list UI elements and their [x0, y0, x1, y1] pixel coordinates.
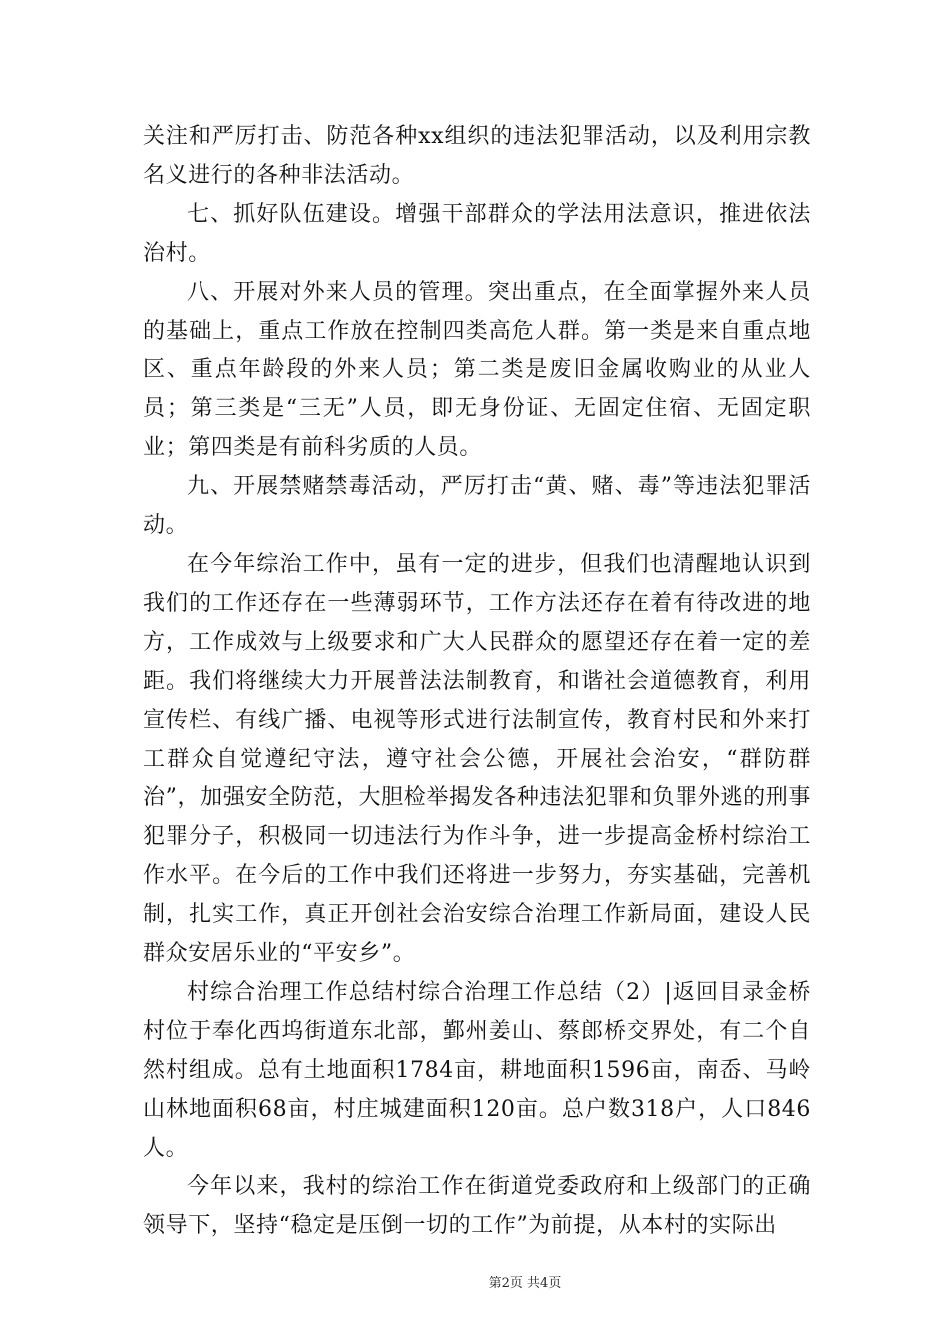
paragraph-4: 九、开展禁赌禁毒活动，严厉打击“黄、赌、毒”等违法犯罪活动。 — [143, 474, 811, 539]
paragraph-2: 七、抓好队伍建设。增强干部群众的学法用法意识，推进依法治村。 — [143, 201, 811, 266]
page-footer — [0, 1272, 950, 1291]
paragraph-1: 关注和严厉打击、防范各种xx组织的违法犯罪活动，以及利用宗教名义进行的各种非法活动。 — [143, 124, 811, 188]
page-number-label: 第2页 共4页 — [488, 1276, 562, 1291]
document-body — [143, 118, 811, 1246]
paragraph-6: 村综合治理工作总结村综合治理工作总结（2）|返回目录金桥村位于奉化西坞街道东北部，鄞州姜山、蔡郎桥交界处，有二个自然村组成。总有土地面积1784亩，耕地面积1596亩，南岙、马岭山林地面积68亩，村庄城建面积120亩。总户数318户，人口846人。 — [143, 979, 811, 1161]
paragraph-3: 八、开展对外来人员的管理。突出重点，在全面掌握外来人员的基础上，重点工作放在控制四类高危人群。第一类是来自重点地区、重点年龄段的外来人员；第二类是废旧金属收购业的从业人员；第三类是“三无”人员，即无身份证、无固定住宿、无固定职业；第四类是有前科劣质的人员。 — [143, 279, 811, 461]
paragraph-7: 今年以来，我村的综治工作在街道党委政府和上级部门的正确领导下，坚持“稳定是压倒一切的工作”为前提，从本村的实际出 — [143, 1174, 811, 1239]
paragraph-5: 在今年综治工作中，虽有一定的进步，但我们也清醒地认识到我们的工作还存在一些薄弱环节，工作方法还存在着有待改进的地方，工作成效与上级要求和广大人民群众的愿望还存在着一定的差距。我们将继续大力开展普法法制教育，和谐社会道德教育，利用宣传栏、有线广播、电视等形式进行法制宣传，教育村民和外来打工群众自觉遵纪守法，遵守社会公德，开展社会治安，“群防群治”，加强安全防范，大胆检举揭发各种违法犯罪和负罪外逃的刑事犯罪分子，积极同一切违法行为作斗争，进一步提高金桥村综治工作水平。在今后的工作中我们还将进一步努力，夯实基础，完善机制，扎实工作，真正开创社会治安综合治理工作新局面，建设人民群众安居乐业的“平安乡”。 — [143, 551, 811, 967]
